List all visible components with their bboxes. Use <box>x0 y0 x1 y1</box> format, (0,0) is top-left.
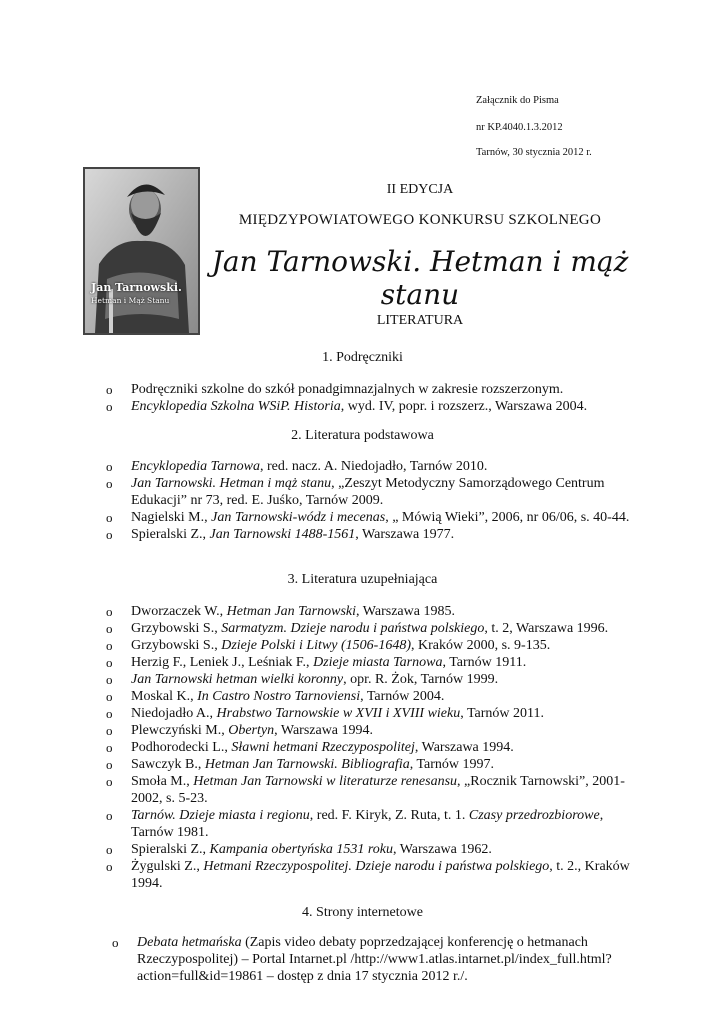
bullet-icon: o <box>106 382 113 397</box>
item-text: , Kraków 2000, s. 9-135. <box>411 638 551 653</box>
item-text: Spieralski Z., <box>131 527 210 542</box>
item-text: (Zapis video debaty poprzedzającej konferencję o hetmanach Rzeczypospolitej) – Portal Intarnet.pl /http://www1.atlas.intarnet.pl/index_full.html?action=full&id=19861 – dostęp z dnia 17 stycznia 2012 r./. <box>137 935 612 984</box>
bibliography-list-basic <box>106 458 646 543</box>
item-text: Spieralski Z., <box>131 842 210 857</box>
item-title-text: Jan Tarnowski 1488-1561 <box>209 527 356 542</box>
bullet-icon: o <box>106 740 113 755</box>
main-title: Jan Tarnowski. Hetman i mąż stanu <box>211 245 629 311</box>
item-title-text: Jan Tarnowski. Hetman i mąż stanu <box>131 476 332 491</box>
item-text: , Warszawa 1977. <box>355 527 455 542</box>
item-text: , Tarnów 1911. <box>442 655 527 670</box>
item-title-text: Hetman Jan Tarnowski w literaturze renesansu <box>193 774 458 789</box>
item-title-text: Hrabstwo Tarnowskie w XVII i XVIII wieku <box>216 706 461 721</box>
bullet-icon: o <box>106 859 113 874</box>
literature-heading: LITERATURA <box>376 313 464 328</box>
list-item <box>106 739 646 756</box>
portrait-image <box>83 167 200 335</box>
item-text: Smoła M., <box>131 774 194 789</box>
item-title-text: Sławni hetmani Rzeczypospolitej <box>231 740 415 755</box>
section-heading-text: 3. Literatura uzupełniająca <box>287 572 438 587</box>
item-text: , Tarnów 1997. <box>409 757 495 772</box>
list-item <box>106 603 646 620</box>
bullet-icon: o <box>106 689 113 704</box>
list-item <box>106 807 646 841</box>
bullet-icon: o <box>106 604 113 619</box>
section-heading-text: 2. Literatura podstawowa <box>291 428 434 443</box>
list-item <box>106 509 646 526</box>
item-title-text: Czasy przedrozbiorowe <box>468 808 600 823</box>
attachment-label: Załącznik do Pisma <box>476 95 559 106</box>
item-text: , t. 2, Warszawa 1996. <box>484 621 609 636</box>
item-text: Moskal K., <box>131 689 198 704</box>
item-title-text: In Castro Nostro Tarnoviensi <box>197 689 361 704</box>
list-item <box>106 756 646 773</box>
bullet-icon: o <box>106 621 113 636</box>
item-text: , Warszawa 1994. <box>274 723 374 738</box>
list-item <box>106 398 646 415</box>
item-title-text: Hetmani Rzeczypospolitej. Dzieje narodu i państwa polskiego <box>203 859 550 874</box>
bullet-icon: o <box>106 510 113 525</box>
item-title-text: Tarnów. Dzieje miasta i regionu <box>131 808 310 823</box>
list-item <box>106 654 646 671</box>
section-heading-text: 1. Podręczniki <box>322 350 403 365</box>
bullet-icon: o <box>106 723 113 738</box>
bibliography-list-textbooks <box>106 381 646 415</box>
item-text: Niedojadło A., <box>131 706 217 721</box>
list-item <box>106 620 646 637</box>
item-text: Nagielski M., <box>131 510 212 525</box>
item-title-text: Encyklopedia Szkolna WSiP. Historia <box>131 399 341 414</box>
item-title-text: Obertyn <box>228 723 275 738</box>
item-text: Herzig F., Leniek J., Leśniak F., <box>131 655 314 670</box>
item-title-text: Encyklopedia Tarnowa <box>131 459 260 474</box>
list-item <box>106 705 646 722</box>
list-item <box>106 688 646 705</box>
bullet-icon: o <box>106 399 113 414</box>
section-heading <box>0 350 725 366</box>
list-item <box>106 458 646 475</box>
list-item <box>106 475 646 509</box>
bullet-icon: o <box>106 808 113 823</box>
item-text: Dworzaczek W., <box>131 604 227 619</box>
item-text: , red. F. Kiryk, Z. Ruta, t. 1. <box>309 808 469 823</box>
item-text: Grzybowski S., <box>131 621 222 636</box>
item-title-text: Dzieje Polski i Litwy (1506-1648) <box>221 638 411 653</box>
list-item <box>112 934 632 985</box>
item-text: , red. nacz. A. Niedojadło, Tarnów 2010. <box>259 459 488 474</box>
contest-title: MIĘDZYPOWIATOWEGO KONKURSU SZKOLNEGO <box>238 212 602 228</box>
bibliography-list-supplementary <box>106 603 646 892</box>
item-text: , Warszawa 1962. <box>392 842 492 857</box>
item-text: Żygulski Z., <box>131 859 204 874</box>
list-item <box>106 722 646 739</box>
bullet-icon: o <box>106 774 113 789</box>
section-heading <box>0 428 725 444</box>
portrait-caption-subtitle: Hetman i Mąż Stanu <box>91 296 170 305</box>
item-text: Podręczniki szkolne do szkół ponadgimnazjalnych w zakresie rozszerzonym. <box>131 382 564 397</box>
item-title-text: Sarmatyzm. Dzieje narodu i państwa polskiego <box>221 621 485 636</box>
item-text: Grzybowski S., <box>131 638 222 653</box>
item-text: , wyd. IV, popr. i rozszerz., Warszawa 2004. <box>340 399 588 414</box>
list-item <box>106 637 646 654</box>
list-item <box>106 858 646 892</box>
portrait-caption-title: Jan Tarnowski. <box>91 281 182 294</box>
item-title-text: Dzieje miasta Tarnowa <box>313 655 443 670</box>
item-text: , „Zeszyt Metodyczny Samorządowego Centrum Edukacji” nr 73, red. E. Juśko, Tarnów 2009. <box>131 476 605 508</box>
list-item <box>106 381 646 398</box>
list-item <box>106 526 646 543</box>
item-text: , opr. R. Żok, Tarnów 1999. <box>343 672 499 687</box>
bullet-icon: o <box>106 706 113 721</box>
bullet-icon: o <box>106 527 113 542</box>
bullet-icon: o <box>106 476 113 491</box>
item-title-text: Jan Tarnowski hetman wielki koronny <box>131 672 344 687</box>
item-text: Sawczyk B., <box>131 757 205 772</box>
bullet-icon: o <box>106 842 113 857</box>
item-text: , Warszawa 1994. <box>414 740 514 755</box>
list-item <box>106 773 646 807</box>
item-title-text: Hetman Jan Tarnowski. Bibliografia <box>204 757 410 772</box>
section-heading <box>0 905 725 921</box>
item-title-text: Debata hetmańska <box>137 935 242 950</box>
bullet-icon: o <box>106 672 113 687</box>
bullet-icon: o <box>106 655 113 670</box>
bullet-icon: o <box>112 935 119 950</box>
section-heading <box>0 572 725 588</box>
document-number: nr KP.4040.1.3.2012 <box>476 122 563 133</box>
bullet-icon: o <box>106 638 113 653</box>
document-date: Tarnów, 30 stycznia 2012 r. <box>476 147 592 158</box>
item-text: , t. 2., Kraków 1994. <box>131 859 630 891</box>
item-title-text: Kampania obertyńska 1531 roku <box>209 842 393 857</box>
item-text: , Tarnów 1981. <box>131 808 604 840</box>
item-text: , Warszawa 1985. <box>356 604 455 619</box>
item-text: Plewczyński M., <box>131 723 229 738</box>
bullet-icon: o <box>106 459 113 474</box>
item-title-text: Jan Tarnowski-wódz i mecenas <box>211 510 386 525</box>
item-text: , Tarnów 2011. <box>460 706 545 721</box>
item-text: , „Rocznik Tarnowski”, 2001-2002, s. 5-23. <box>131 774 625 806</box>
section-heading-text: 4. Strony internetowe <box>302 905 423 920</box>
item-text: , „ Mówią Wieki”, 2006, nr 06/06, s. 40-44. <box>385 510 630 525</box>
bullet-icon: o <box>106 757 113 772</box>
list-item <box>106 841 646 858</box>
list-item <box>106 671 646 688</box>
item-text: , Tarnów 2004. <box>360 689 445 704</box>
edition-title: II EDYCJA <box>386 182 454 197</box>
bibliography-list-websites <box>112 934 632 985</box>
item-title-text: Hetman Jan Tarnowski <box>226 604 357 619</box>
item-text: Podhorodecki L., <box>131 740 232 755</box>
